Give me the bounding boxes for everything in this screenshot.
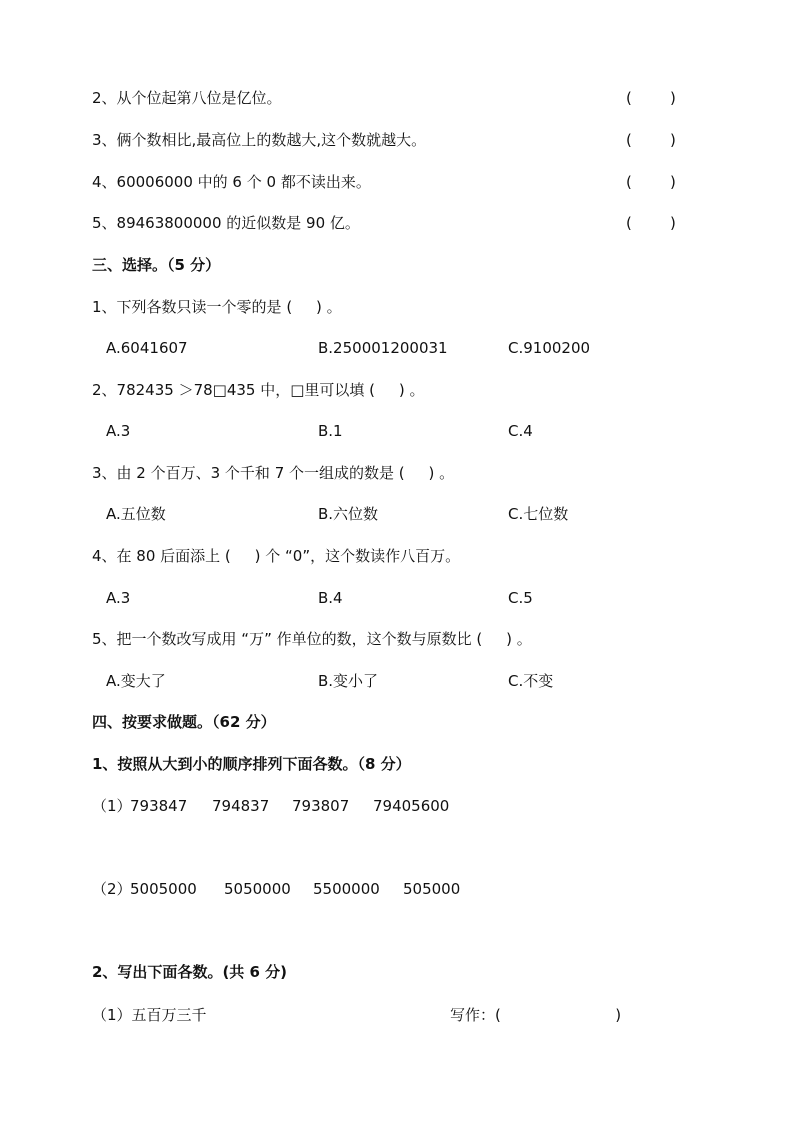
choice-3-option-a[interactable]: A.五位数 (106, 505, 166, 523)
choice-question-2: 2、782435 ＞78□435 中，□里可以填 ( ) 。 (92, 381, 425, 399)
task-1-title: 1、按照从大到小的顺序排列下面各数。（8 分） (92, 755, 411, 773)
task-2-item-1: （1）五百万三千 (92, 1006, 207, 1024)
task-2-title: 2、写出下面各数。(共 6 分) (92, 963, 288, 981)
choice-question-3: 3、由 2 个百万、3 个千和 7 个一组成的数是 ( ) 。 (92, 464, 455, 482)
task-1-row-2-number: 505000 (403, 880, 461, 898)
task-1-row-1-number: 79405600 (373, 797, 450, 815)
choice-5-option-c[interactable]: C.不变 (508, 672, 554, 690)
choice-4-option-b[interactable]: B.4 (318, 589, 343, 607)
choice-5-option-a[interactable]: A.变大了 (106, 672, 166, 690)
section-heading-tasks: 四、按要求做题。（62 分） (92, 713, 276, 731)
judge-item-3: 3、俩个数相比,最高位上的数越大,这个数就越大。 (92, 131, 427, 149)
choice-1-option-c[interactable]: C.9100200 (508, 339, 591, 357)
choice-question-4: 4、在 80 后面添上 ( ) 个 “0”，这个数读作八百万。 (92, 547, 461, 565)
task-1-row-1-number: 793847 (130, 797, 188, 815)
choice-3-option-c[interactable]: C.七位数 (508, 505, 569, 523)
judge-answer-paren-4[interactable]: ( ) (626, 173, 676, 191)
choice-4-option-c[interactable]: C.5 (508, 589, 533, 607)
choice-1-option-a[interactable]: A.6041607 (106, 339, 188, 357)
choice-question-5: 5、把一个数改写成用 “万” 作单位的数，这个数与原数比 ( ) 。 (92, 630, 532, 648)
judge-item-5: 5、89463800000 的近似数是 90 亿。 (92, 214, 360, 232)
judge-answer-paren-2[interactable]: ( ) (626, 89, 676, 107)
task-1-row-1-number: 793807 (292, 797, 350, 815)
choice-question-1: 1、下列各数只读一个零的是 ( ) 。 (92, 298, 342, 316)
choice-2-option-c[interactable]: C.4 (508, 422, 533, 440)
choice-4-option-a[interactable]: A.3 (106, 589, 131, 607)
choice-5-option-b[interactable]: B.变小了 (318, 672, 379, 690)
judge-item-2: 2、从个位起第八位是亿位。 (92, 89, 282, 107)
task-1-row-2-number: 5050000 (224, 880, 291, 898)
judge-answer-paren-3[interactable]: ( ) (626, 131, 676, 149)
judge-answer-paren-5[interactable]: ( ) (626, 214, 676, 232)
section-heading-choice: 三、选择。（5 分） (92, 256, 221, 274)
task-1-row-2-label: （2） (92, 880, 132, 898)
choice-1-option-b[interactable]: B.250001200031 (318, 339, 448, 357)
task-1-row-1-number: 794837 (212, 797, 270, 815)
task-2-item-1-write-field[interactable]: 写作：( ) (450, 1006, 622, 1024)
choice-3-option-b[interactable]: B.六位数 (318, 505, 379, 523)
task-1-row-2-number: 5005000 (130, 880, 197, 898)
choice-2-option-a[interactable]: A.3 (106, 422, 131, 440)
task-1-row-1-label: （1） (92, 797, 132, 815)
choice-2-option-b[interactable]: B.1 (318, 422, 343, 440)
task-1-row-2-number: 5500000 (313, 880, 380, 898)
judge-item-4: 4、60006000 中的 6 个 0 都不读出来。 (92, 173, 371, 191)
